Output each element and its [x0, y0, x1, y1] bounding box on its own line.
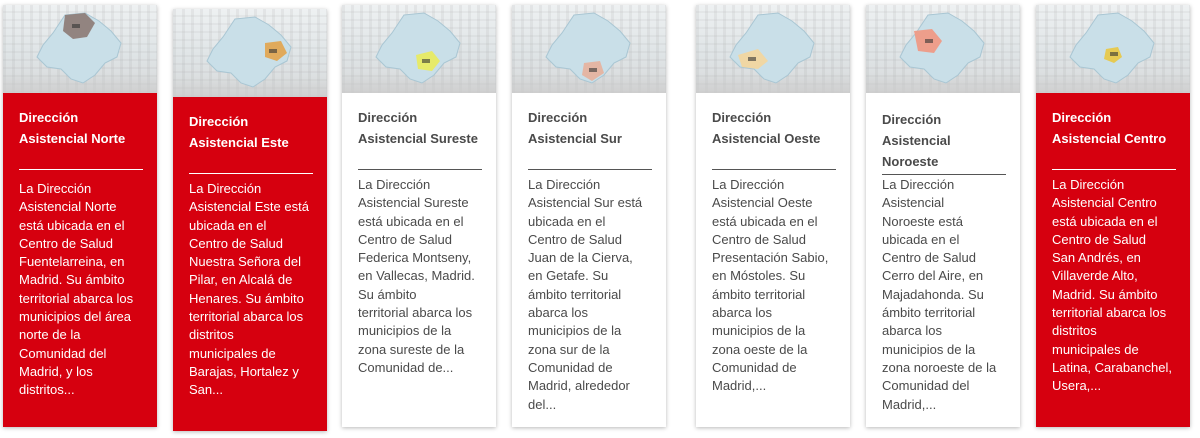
card-title: Dirección Asistencial Noroeste — [882, 112, 951, 169]
card-direccion-sur[interactable] — [512, 5, 666, 427]
madrid-map-image — [1058, 9, 1168, 89]
card-direccion-sureste[interactable] — [342, 5, 496, 427]
divider — [712, 169, 836, 170]
map-thumbnail — [342, 5, 496, 93]
madrid-map-image — [534, 9, 644, 89]
card-direccion-norte[interactable] — [3, 5, 157, 427]
map-thumbnail — [173, 9, 327, 97]
card-description: La Dirección Asistencial Noroeste está ubicada en el Centro de Salud Cerro del Aire, en Majadahonda. Su ámbito territorial abarca los municipios de la zona noroeste de la Comunidad del Madrid,... — [882, 177, 997, 412]
madrid-map-image — [195, 13, 305, 93]
card-direccion-noroeste[interactable] — [866, 5, 1020, 427]
divider — [189, 173, 313, 174]
card-direccion-centro[interactable] — [1036, 5, 1190, 427]
card-title: Dirección Asistencial Sureste — [358, 110, 478, 146]
card-description: La Dirección Asistencial Sur está ubicada en el Centro de Salud Juan de la Cierva, en Getafe. Su ámbito territorial abarca los municipios de la zona sur de la Comunidad de Madrid, alrededor del... — [528, 177, 643, 412]
divider — [358, 169, 482, 170]
card-description: La Dirección Asistencial Norte está ubicada en el Centro de Salud Fuentelarreina, en Madrid. Su ámbito territorial abarca los municipios del área norte de la Comunidad del Madrid, y los distritos... — [19, 181, 134, 398]
card-title: Dirección Asistencial Oeste — [712, 110, 821, 146]
divider — [528, 169, 652, 170]
madrid-map-image — [718, 9, 828, 89]
card-description: La Dirección Asistencial Oeste está ubicada en el Centro de Salud Presentación Sabio, en Móstoles. Su ámbito territorial abarca los municipios de la zona oeste de la Comunidad de Madrid,... — [712, 177, 829, 394]
divider — [1052, 169, 1176, 170]
map-thumbnail — [866, 5, 1020, 93]
madrid-map-image — [364, 9, 474, 89]
madrid-map-image — [888, 9, 998, 89]
divider — [19, 169, 143, 170]
card-description: La Dirección Asistencial Sureste está ubicada en el Centro de Salud Federica Montseny, en Vallecas, Madrid. Su ámbito territorial abarca los municipios de la zona sureste de la Comunidad de... — [358, 177, 475, 375]
map-thumbnail — [1036, 5, 1190, 93]
card-direccion-este[interactable] — [173, 9, 327, 431]
card-title: Dirección Asistencial Centro — [1052, 110, 1167, 146]
map-thumbnail — [512, 5, 666, 93]
card-description: La Dirección Asistencial Centro está ubicada en el Centro de Salud San Andrés, en Villaverde Alto, Madrid. Su ámbito territorial abarca los distritos municipales de Latina, Carabanchel, Usera,... — [1052, 177, 1172, 394]
divider — [882, 174, 1006, 175]
card-direccion-oeste[interactable] — [696, 5, 850, 427]
card-title: Dirección Asistencial Norte — [19, 110, 126, 146]
card-title: Dirección Asistencial Este — [189, 114, 289, 150]
map-thumbnail — [696, 5, 850, 93]
madrid-map-image — [25, 9, 135, 89]
card-title: Dirección Asistencial Sur — [528, 110, 622, 146]
card-description: La Dirección Asistencial Este está ubicada en el Centro de Salud Nuestra Señora del Pilar, en Alcalá de Henares. Su ámbito territorial abarca los distritos municipales de Barajas, Hortalez y San... — [189, 181, 309, 398]
map-thumbnail — [3, 5, 157, 93]
